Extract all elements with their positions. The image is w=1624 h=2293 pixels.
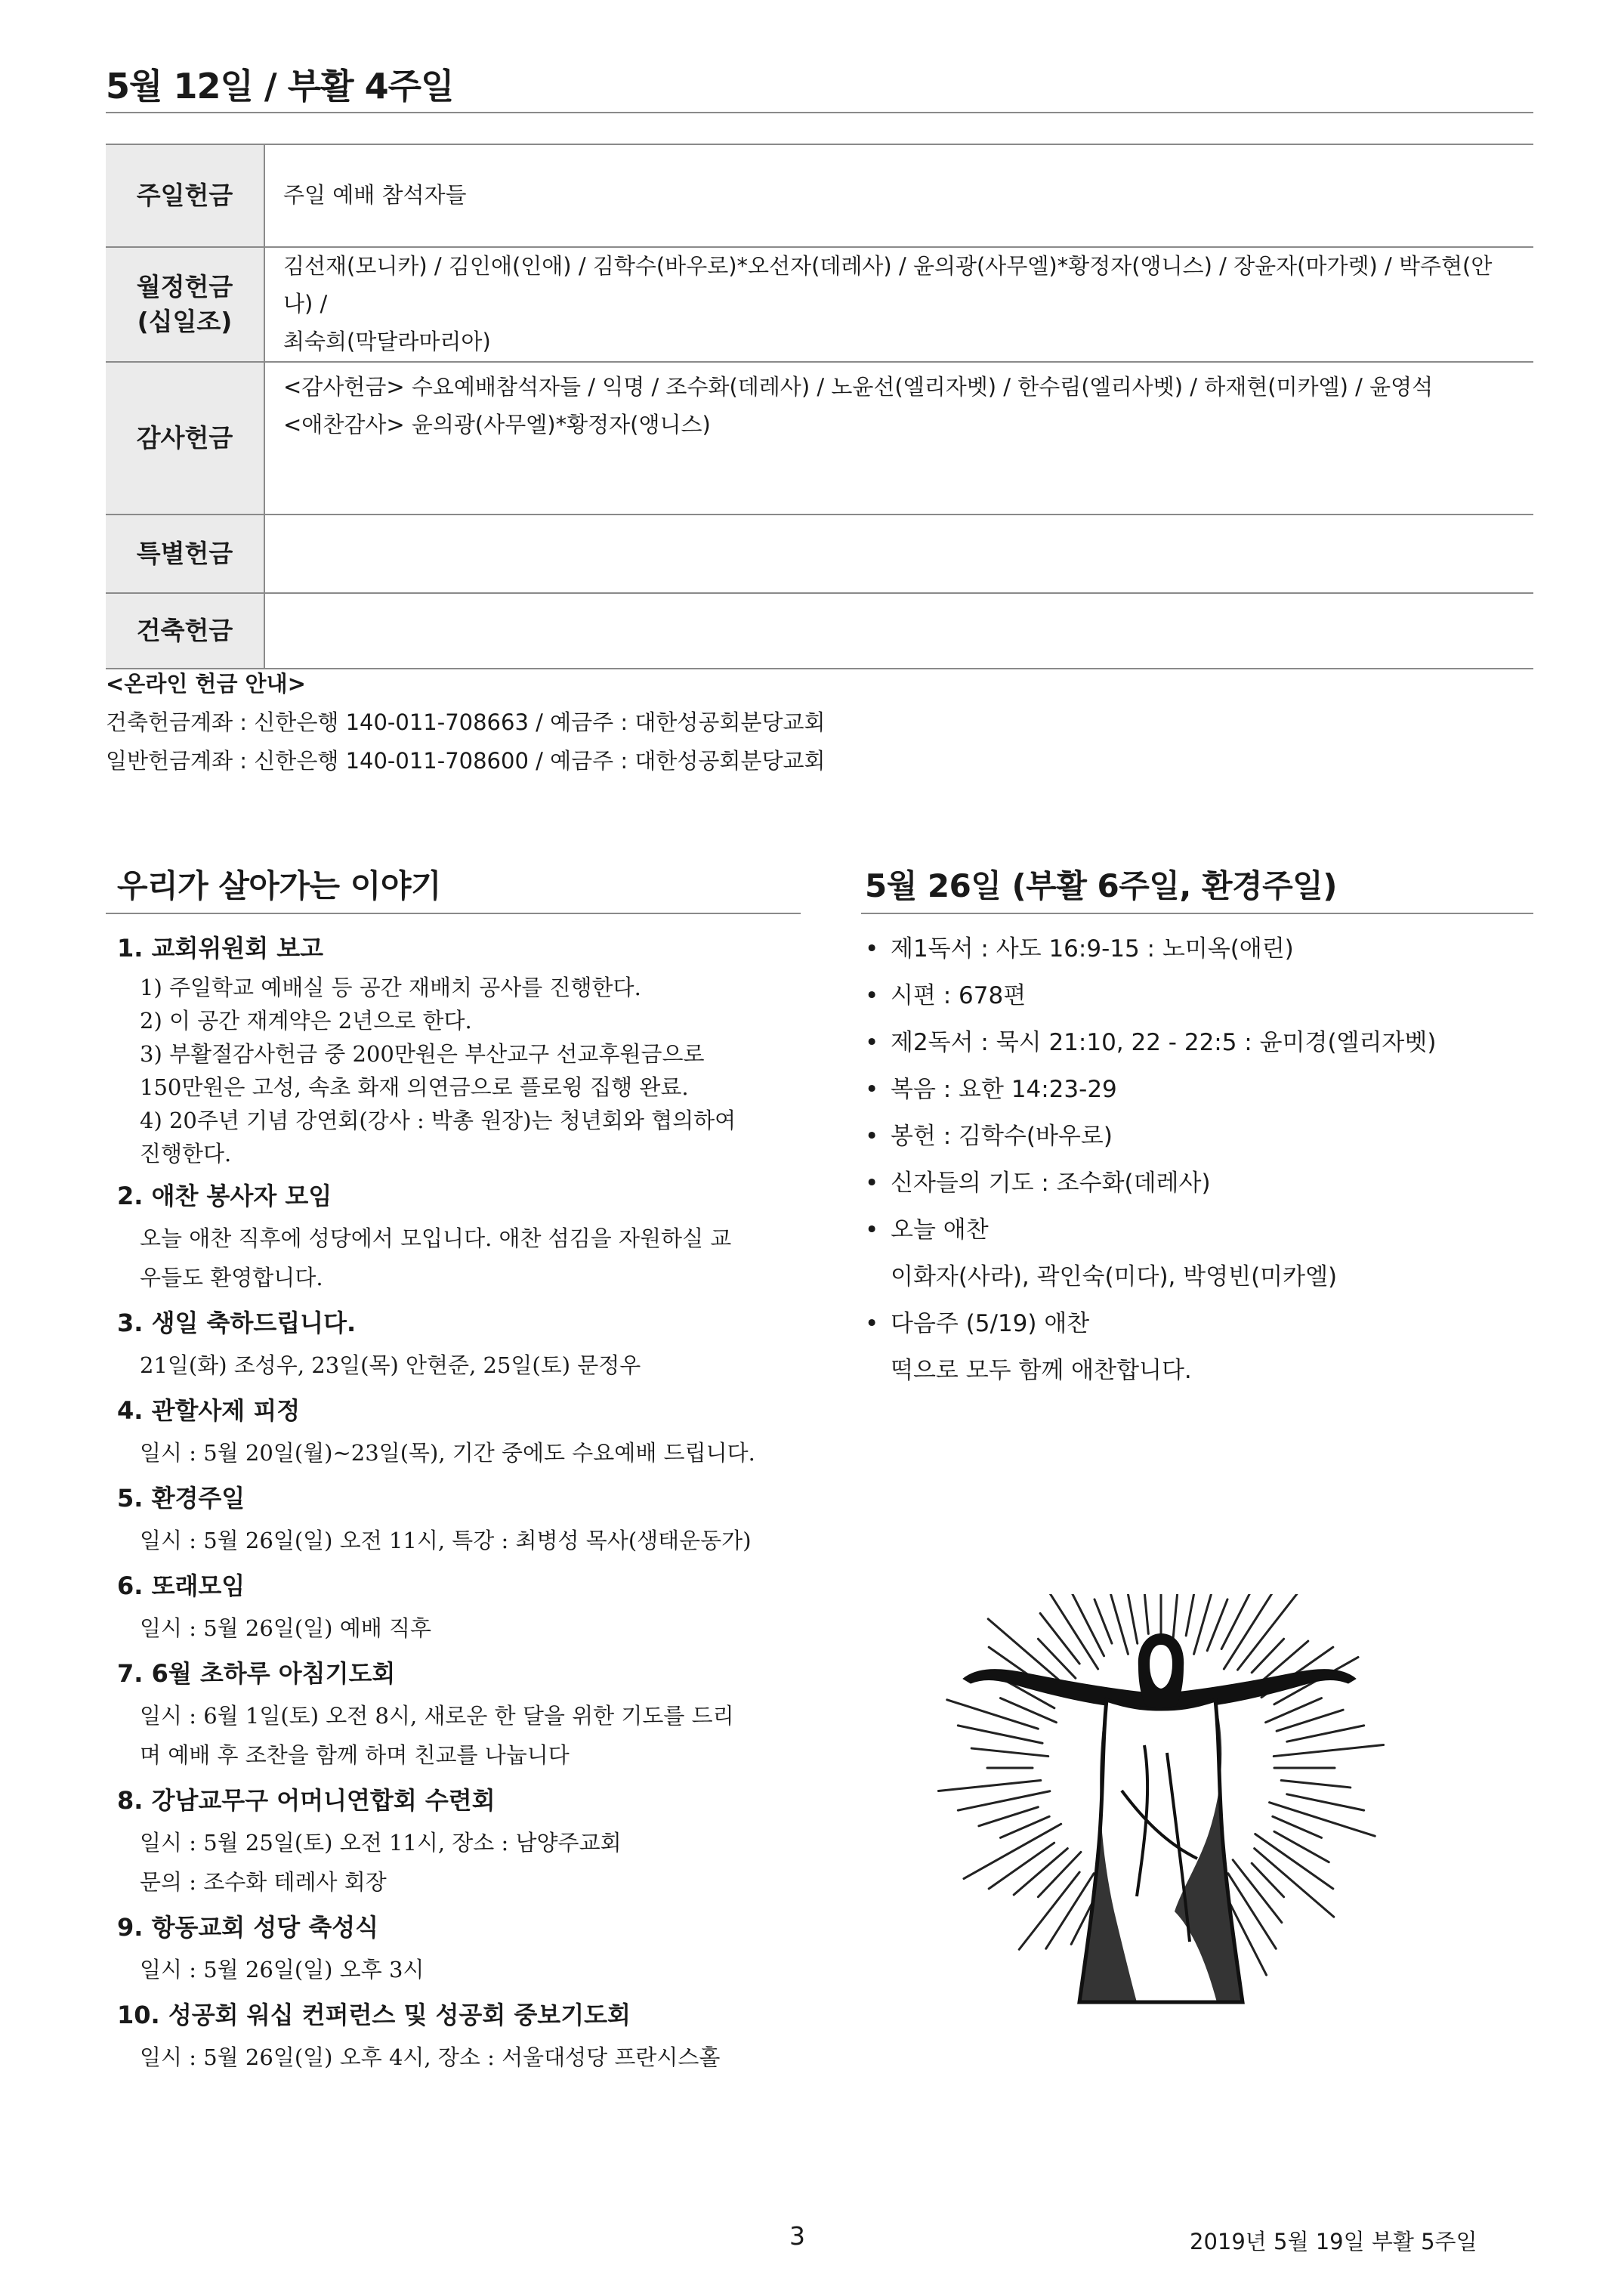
story-heading: 2. 애찬 봉사자 모임 [117,1182,332,1210]
story-line: 진행한다. [140,1141,232,1167]
story-item [117,1651,804,1775]
story-body [117,1696,804,1775]
light-ray [1270,1803,1375,1837]
story-heading: 8. 강남교무구 어머니연합회 수련회 [117,1786,496,1815]
light-ray [989,1843,1054,1889]
next-week-item [865,1066,1530,1113]
light-ray [1287,1726,1364,1741]
light-ray [1173,1594,1180,1642]
offering-row [106,593,1533,669]
offering-value-line: <애찬감사> 윤의광(사무엘)*황정자(앵니스) [283,411,711,437]
story-item [117,1992,804,2077]
light-ray [958,1726,1042,1743]
next-week-item-text: 제2독서 : 묵시 21:10, 22 - 22:5 : 윤미경(엘리자벳) [891,1029,1437,1056]
story-item [117,1778,804,1902]
next-week-item-text: 오늘 애찬 [891,1216,989,1244]
story-line: 우들도 환영합니다. [140,1265,323,1290]
offering-label: 특별헌금 [106,515,264,593]
offering-label-line: 월정헌금 [136,271,233,301]
story-body [117,1823,804,1902]
story-heading: 7. 6월 초하루 아침기도회 [117,1659,396,1688]
story-line: 21일(화) 조성우, 23일(목) 안현준, 25일(토) 문정우 [140,1352,641,1378]
next-week-item [865,1113,1530,1160]
story-line: 3) 부활절감사헌금 중 200만원은 부산교구 선교후원금으로 [140,1041,705,1067]
story-item [117,1905,804,1989]
next-week-item [865,1300,1530,1394]
bullet-icon: • [865,1029,879,1056]
story-body [117,1521,804,1560]
offering-table [106,144,1533,669]
offering-value-line: 최숙희(막달라마리아) [283,328,491,354]
light-ray [1095,1599,1112,1643]
next-week-item [865,1160,1530,1207]
light-ray [1038,1852,1081,1896]
story-line: 일시 : 5월 26일(일) 오후 4시, 장소 : 서울대성당 프란시스홀 [140,2044,721,2070]
light-ray [1014,1849,1067,1895]
bullet-icon: • [865,935,879,963]
next-week-item-detail: 이화자(사라), 곽인숙(미다), 박영빈(미카엘) [891,1263,1338,1290]
next-week-item [865,1207,1530,1300]
light-ray [1186,1594,1201,1636]
offering-label [106,247,264,362]
story-line: 일시 : 5월 26일(일) 예배 직후 [140,1615,431,1641]
bullet-icon: • [865,1310,879,1337]
story-body [117,1608,804,1648]
offering-value-line: 김선재(모니카) / 김인애(인애) / 김학수(바우로)*오선자(데레사) / 윤의광(사무엘)*황정자(앵니스) / 장윤자(마가렛) / 박주현(안나) / [283,253,1493,317]
next-week-title: 5월 26일 (부활 6주일, 환경주일) [865,867,1337,904]
story-item [117,1563,804,1648]
story-body [117,971,804,1170]
light-ray [971,1748,1048,1756]
story-list [117,926,804,2080]
next-week-list [865,926,1530,1394]
story-body [117,2038,804,2077]
risen-christ-icon [918,1594,1401,2032]
offering-value [264,362,1533,515]
light-ray [1038,1639,1075,1678]
story-body [117,1346,804,1385]
offering-value [264,247,1533,362]
offering-row [106,247,1533,362]
next-week-item-text: 시편 : 678편 [891,982,1027,1009]
next-week-item-text: 복음 : 요한 14:23-29 [891,1076,1117,1103]
page-number: 3 [789,2221,805,2251]
offering-value-line: <감사헌금> 수요예배참석자들 / 익명 / 조수화(데레사) / 노윤선(엘리자벳) / 한수림(엘리사벳) / 하재현(미카엘) / 윤영석 [283,373,1434,400]
footer-date: 2019년 5월 19일 부활 5주일 [1190,2229,1477,2254]
bullet-icon: • [865,1123,879,1150]
story-section-title: 우리가 살아가는 이야기 [117,867,441,904]
offering-value [264,593,1533,669]
header-divider [106,112,1533,113]
light-ray [1040,1613,1079,1664]
story-item [117,1300,804,1385]
story-line: 1) 주일학교 예배실 등 공간 재배치 공사를 진행한다. [140,975,641,1000]
story-body [117,1219,804,1297]
story-heading: 3. 생일 축하드립니다. [117,1309,357,1337]
story-line: 오늘 애찬 직후에 성당에서 모입니다. 애찬 섬김을 자원하실 교 [140,1225,732,1251]
offering-label: 감사헌금 [106,362,264,515]
next-week-item-text: 제1독서 : 사도 16:9-15 : 노미옥(애린) [891,935,1294,963]
story-line: 며 예배 후 조찬을 함께 하며 친교를 나눕니다 [140,1742,570,1768]
story-item [117,1476,804,1560]
story-line: 일시 : 5월 25일(토) 오전 11시, 장소 : 남양주교회 [140,1830,622,1856]
building-account: 건축헌금계좌 : 신한은행 140-011-708663 / 예금주 : 대한성공회분당교회 [106,709,826,735]
offering-value [264,144,1533,247]
next-week-item-text: 봉헌 : 김학수(바우로) [891,1123,1113,1150]
offering-label-line: (십일조) [137,306,233,336]
offering-row [106,515,1533,593]
offering-value [264,515,1533,593]
story-heading: 9. 항동교회 성당 축성식 [117,1913,379,1942]
story-body [117,1433,804,1473]
story-item [117,1388,804,1473]
bullet-icon: • [865,1076,879,1103]
online-giving-info [106,665,826,780]
bullet-icon: • [865,982,879,1009]
story-heading: 1. 교회위원회 보고 [117,934,324,963]
next-week-item [865,1019,1530,1066]
next-week-item [865,972,1530,1019]
story-line: 4) 20주년 기념 강연회(강사 : 박총 원장)는 청년회와 협의하여 [140,1108,736,1133]
light-ray [979,1807,1038,1826]
story-line: 2) 이 공간 재계약은 2년으로 한다. [140,1008,472,1034]
story-heading: 6. 또래모임 [117,1571,245,1600]
general-account: 일반헌금계좌 : 신한은행 140-011-708600 / 예금주 : 대한성공회분당교회 [106,748,826,774]
light-ray [1106,1594,1128,1654]
story-line: 일시 : 6월 1일(토) 오전 8시, 새로운 한 달을 위한 기도를 드리 [140,1703,734,1729]
light-ray [947,1700,1039,1729]
offering-row [106,362,1533,515]
story-body [117,1950,804,1989]
next-week-item [865,926,1530,972]
story-line: 150만원은 고성, 속초 화재 의연금으로 플로윙 집행 완료. [140,1074,689,1100]
offering-row [106,144,1533,247]
story-line: 일시 : 5월 26일(일) 오후 3시 [140,1957,425,1982]
bullet-icon: • [865,1216,879,1244]
light-ray [1139,1594,1148,1633]
online-giving-title: <온라인 헌금 안내> [106,671,306,697]
page-title: 5월 12일 / 부활 4주일 [106,66,454,107]
next-week-divider [861,913,1533,914]
next-week-item-text: 다음주 (5/19) 애찬 [891,1310,1090,1337]
story-heading: 5. 환경주일 [117,1484,245,1513]
offering-label: 건축헌금 [106,593,264,669]
story-line: 일시 : 5월 20일(월)~23일(목), 기간 중에도 수요예배 드립니다. [140,1440,755,1466]
story-line: 일시 : 5월 26일(일) 오전 11시, 특강 : 최병성 목사(생태운동가) [140,1528,752,1553]
story-divider [106,913,801,914]
offering-value-line: 주일 예배 참석자들 [283,182,467,209]
light-ray [1274,1745,1383,1757]
story-heading: 10. 성공회 워십 컨퍼런스 및 성공회 중보기도회 [117,2001,631,2029]
next-week-item-text: 신자들의 기도 : 조수화(데레사) [891,1170,1211,1197]
next-week-item-detail: 떡으로 모두 함께 애찬합니다. [891,1357,1192,1384]
light-ray [1287,1794,1364,1810]
story-heading: 4. 관할사제 피정 [117,1396,301,1425]
offering-label: 주일헌금 [106,144,264,247]
story-item [117,926,804,1170]
story-line: 문의 : 조수화 테레사 회장 [140,1869,387,1895]
story-item [117,1173,804,1297]
light-ray [1274,1831,1329,1862]
bullet-icon: • [865,1170,879,1197]
light-ray [1281,1780,1351,1787]
light-ray [938,1780,1040,1791]
